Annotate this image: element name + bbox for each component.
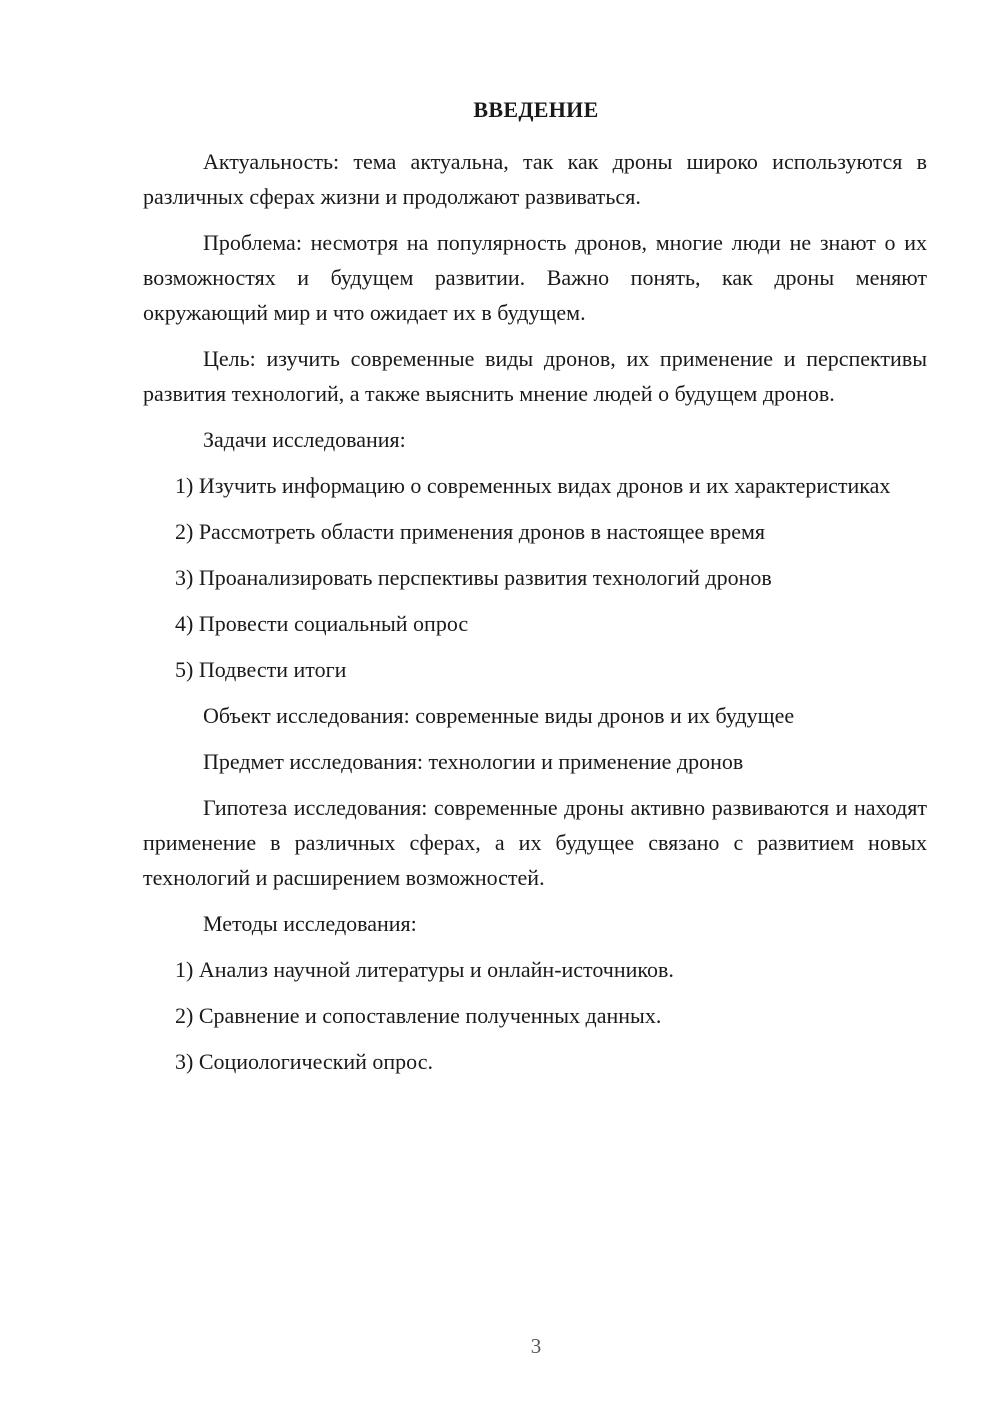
paragraph-problem: Проблема: несмотря на популярность дронов, многие люди не знают о их возможностях и будущем развитии. Важно понять, как дроны меняют окружающий мир и что ожидает их в будущем. <box>143 230 927 325</box>
paragraph-object: Объект исследования: современные виды дронов и их будущее <box>203 703 795 728</box>
task-item-4: 4) Провести социальный опрос <box>175 611 469 636</box>
task-item-1: 1) Изучить информацию о современных видах дронов и их характеристиках <box>175 473 891 498</box>
method-item-1: 1) Анализ научной литературы и онлайн-источников. <box>175 957 674 982</box>
task-item-2: 2) Рассмотреть области применения дронов в настоящее время <box>175 519 765 544</box>
paragraph-tasks-title: Задачи исследования: <box>203 427 406 452</box>
paragraph-subject: Предмет исследования: технологии и применение дронов <box>203 749 744 774</box>
method-item-2: 2) Сравнение и сопоставление полученных данных. <box>175 1003 662 1028</box>
paragraph-methods-title: Методы исследования: <box>203 911 417 936</box>
method-item-3: 3) Социологический опрос. <box>175 1049 433 1074</box>
section-heading: ВВЕДЕНИЕ <box>473 97 599 122</box>
paragraph-relevance: Актуальность: тема актуальна, так как дроны широко используются в различных сферах жизни и продолжают развиваться. <box>143 149 927 209</box>
document-body <box>143 144 927 1090</box>
paragraph-hypothesis: Гипотеза исследования: современные дроны активно развиваются и находят применение в различных сферах, а их будущее связано с развитием новых технологий и расширением возможностей. <box>143 795 927 890</box>
page-number: 3 <box>530 1334 542 1358</box>
paragraph-goal: Цель: изучить современные виды дронов, их применение и перспективы развития технологий, а также выяснить мнение людей о будущем дронов. <box>143 346 927 406</box>
task-item-5: 5) Подвести итоги <box>175 657 347 682</box>
task-item-3: 3) Проанализировать перспективы развития технологий дронов <box>175 565 772 590</box>
